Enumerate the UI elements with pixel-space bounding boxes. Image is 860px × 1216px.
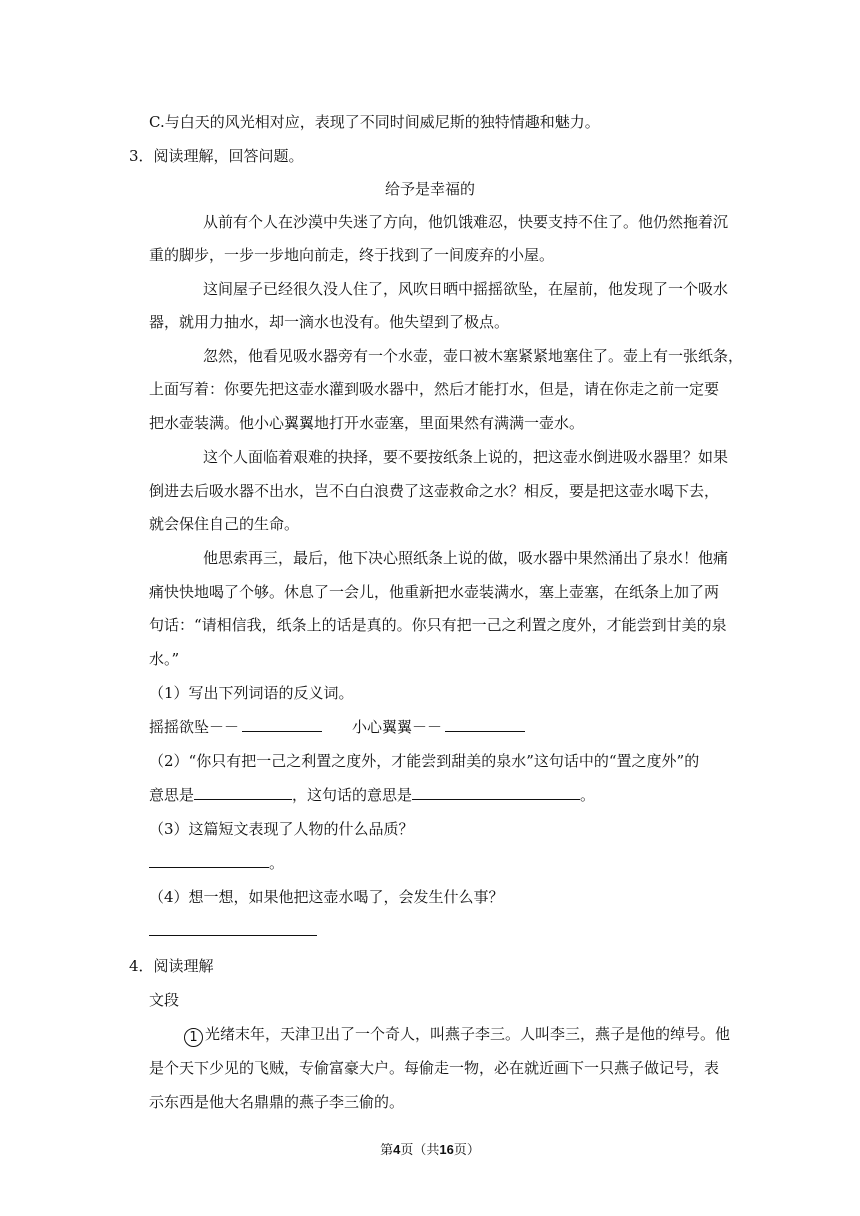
sub-question-4: （4）想一想，如果他把这壶水喝了，会发生什么事？	[149, 888, 504, 906]
passage-line: 器，就用力抽水，却一滴水也没有。他失望到了极点。	[149, 313, 510, 331]
passage-line: 句话：“请相信我，纸条上的话是真的。你只有把一己之利置之度外，才能尝到甘美的泉	[149, 616, 727, 634]
passage-line: 上面写着：你要先把这壶水灌到吸水器中，然后才能打水，但是，请在你走之前一定要	[149, 380, 720, 398]
passage-line: 把水壶装满。他小心翼翼地打开水壶塞，里面果然有满满一壶水。	[149, 414, 585, 432]
passage-line: 忽然，他看见吸水器旁有一个水壶，壶口被木塞紧紧地塞住了。壶上有一张纸条，	[203, 347, 744, 365]
antonym-row	[0, 717, 860, 737]
footer-text: 页（共	[400, 1143, 440, 1158]
sub-question-3-answer	[0, 853, 860, 873]
page-number: 4	[393, 1142, 401, 1157]
passage-title: 给予是幸福的	[384, 180, 475, 198]
passage-line: 是个天下少见的飞贼，专偷富豪大户。每偷走一物，必在就近画下一只燕子做记号，表	[149, 1059, 720, 1077]
antonym-word-2: 小心翼翼－－	[352, 718, 443, 736]
option-c: C.与白天的风光相对应，表现了不同时间威尼斯的独特情趣和魅力。	[149, 113, 600, 131]
answer-blank[interactable]	[149, 921, 317, 936]
answer-blank[interactable]	[194, 785, 292, 800]
sq2-text: 。	[580, 786, 596, 804]
sub-question-4-answer	[0, 921, 860, 941]
passage-line: 从前有个人在沙漠中失迷了方向，他饥饿难忍，快要支持不住了。他仍然拖着沉	[203, 213, 729, 231]
passage-line: 就会保住自己的生命。	[149, 515, 300, 533]
sq2-text: 意思是	[149, 786, 195, 804]
passage-text: 光绪末年，天津卫出了一个奇人，叫燕子李三。人叫李三，燕子是他的绰号。他	[205, 1025, 731, 1043]
passage-line: 示东西是他大名鼎鼎的燕子李三偷的。	[149, 1093, 405, 1111]
passage-line: 倒进去后吸水器不出水，岂不白白浪费了这壶救命之水？相反，要是把这壶水喝下去，	[149, 482, 720, 500]
passage-line: 他思索再三，最后，他下决心照纸条上说的做，吸水器中果然涌出了泉水！他痛	[203, 549, 729, 567]
footer-text: 第	[380, 1143, 394, 1158]
antonym-word-1: 摇摇欲坠－－	[149, 718, 240, 736]
sub-question-1: （1）写出下列词语的反义词。	[149, 684, 354, 702]
answer-blank[interactable]	[445, 717, 525, 732]
passage-line: 痛快快地喝了个够。休息了一会儿，他重新把水壶装满水，塞上壶塞，在纸条上加了两	[149, 583, 720, 601]
passage-line: 水。”	[149, 650, 180, 668]
sq3-end: 。	[269, 854, 285, 872]
answer-blank[interactable]	[412, 785, 580, 800]
question-3-heading: 3．阅读理解，回答问题。	[129, 147, 304, 165]
sub-question-2: （2）“你只有把一己之利置之度外，才能尝到甜美的泉水”这句话中的“置之度外”的	[149, 752, 700, 770]
answer-blank[interactable]	[149, 853, 269, 868]
question-4-heading: 4．阅读理解	[129, 957, 214, 975]
sub-question-3: （3）这篇短文表现了人物的什么品质？	[149, 820, 414, 838]
passage-line	[0, 1024, 860, 1047]
passage-line: 这间屋子已经很久没人住了，风吹日晒中摇摇欲坠，在屋前，他发现了一个吸水	[203, 280, 729, 298]
page-total: 16	[439, 1142, 454, 1157]
passage-line: 这个人面临着艰难的抉择，要不要按纸条上说的，把这壶水倒进吸水器里？如果	[203, 448, 729, 466]
sub-question-2-blanks	[0, 785, 860, 805]
question-4-subheading: 文段	[149, 991, 180, 1009]
sq2-text: ，这句话的意思是	[292, 786, 413, 804]
paragraph-marker: 1	[184, 1028, 203, 1047]
answer-blank[interactable]	[242, 717, 322, 732]
passage-line: 重的脚步，一步一步地向前走，终于找到了一间废弃的小屋。	[149, 246, 555, 264]
footer-text: 页）	[453, 1143, 480, 1158]
page-footer	[0, 1141, 860, 1160]
